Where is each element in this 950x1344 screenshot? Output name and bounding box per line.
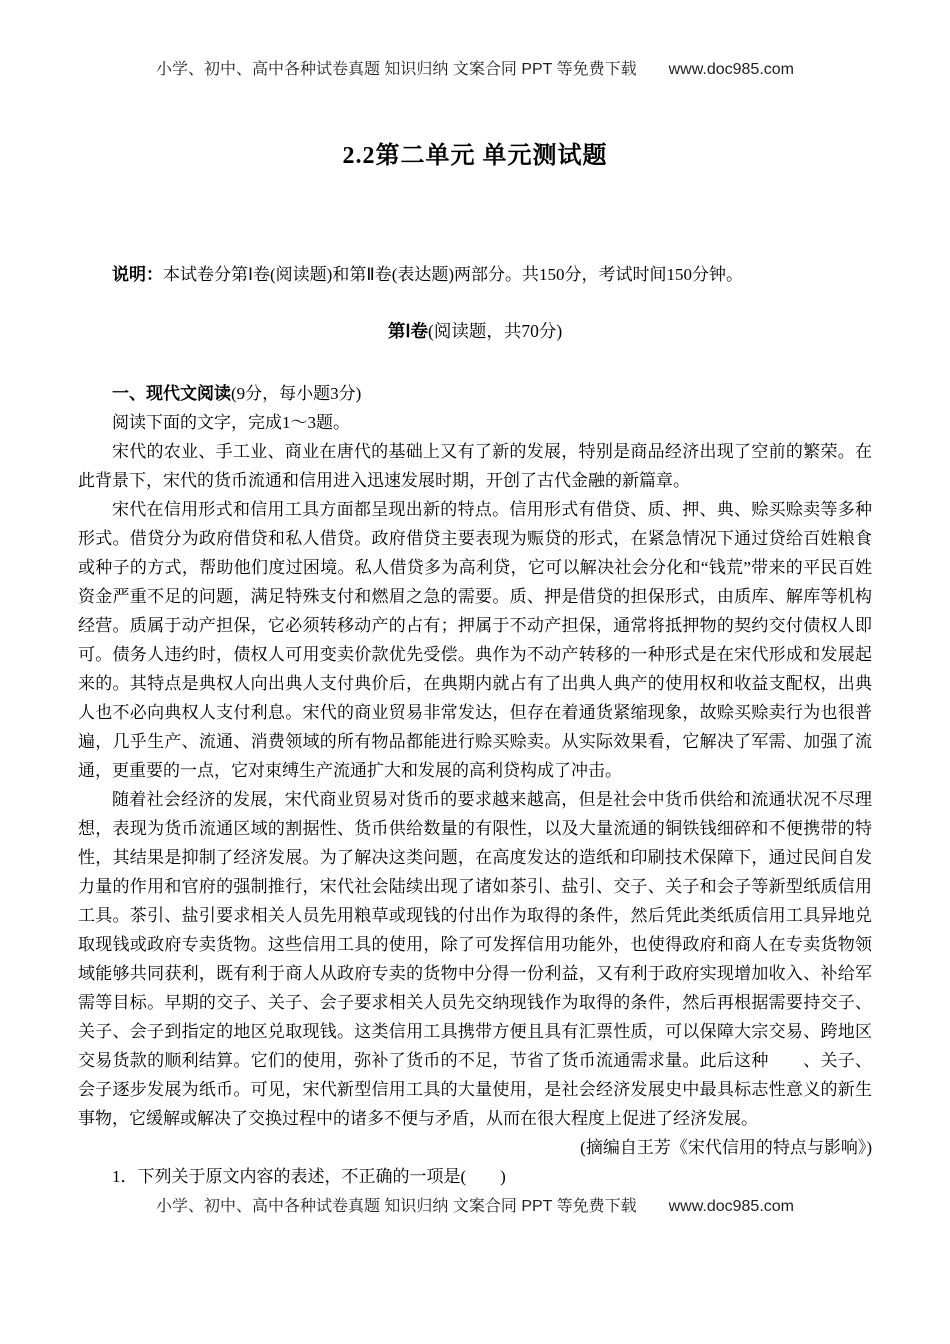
instructions-text: 本试卷分第Ⅰ卷(阅读题)和第Ⅱ卷(表达题)两部分。共150分，考试时间150分钟。 [163, 265, 744, 284]
reading-intro: 阅读下面的文字，完成1～3题。 [112, 413, 350, 432]
document-body [78, 379, 872, 1191]
passage-paragraph-1: 宋代的农业、手工业、商业在唐代的基础上又有了新的发展，特别是商品经济出现了空前的繁荣。在此背景下，宋代的货币流通和信用进入迅速发展时期，开创了古代金融的新篇章。 [78, 442, 872, 490]
exam-instructions [78, 260, 872, 289]
passage-paragraph-3: 随着社会经济的发展，宋代商业贸易对货币的要求越来越高，但是社会中货币供给和流通状况不尽理想，表现为货币流通区域的割据性、货币供给数量的有限性，以及大量流通的铜铁钱细碎和不便携带的特性，其结果是抑制了经济发展。为了解决这类问题，在高度发达的造纸和印刷技术保障下，通过民间自发力量的作用和官府的强制推行，宋代社会陆续出现了诸如茶引、盐引、交子、关子和会子等新型纸质信用工具。茶引、盐引要求相关人员先用粮草或现钱的付出作为取得的条件，然后凭此类纸质信用工具异地兑取现钱或政府专卖货物。这些信用工具的使用，除了可发挥信用功能外，也使得政府和商人在专卖货物领域能够共同获利，既有利于商人从政府专卖的货物中分得一份利益，又有利于政府实现增加收入、补给军需等目标。早期的交子、关子、会子要求相关人员先交纳现钱作为取得的条件，然后再根据需要持交子、关子、会子到指定的地区兑取现钱。这类信用工具携带方便且具有汇票性质，可以保障大宗交易、跨地区交易货款的顺利结算。它们的使用，弥补了货币的不足，节省了货币流通需求量。此后这种 、关子、会子逐步发展为纸币。可见，宋代新型信用工具的大量使用，是社会经济发展史中最具标志性意义的新生事物，它缓解或解决了交换过程中的诸多不便与矛盾，从而在很大程度上促进了经济发展。 [78, 790, 872, 1128]
volume-1-label: 第Ⅰ卷 [387, 321, 428, 341]
volume-1-heading [78, 317, 872, 346]
section-1-score: (9分，每小题3分) [231, 384, 362, 403]
document-title: 2.2第二单元 单元测试题 [342, 143, 608, 169]
section-1-heading [78, 379, 872, 408]
passage-paragraph-2: 宋代在信用形式和信用工具方面都呈现出新的特点。信用形式有借贷、质、押、典、赊买赊卖等多种形式。借贷分为政府借贷和私人借贷。政府借贷主要表现为赈贷的形式，在紧急情况下通过贷给百姓粮食或种子的方式，帮助他们度过困境。私人借贷多为高利贷，它可以解决社会分化和“钱荒”带来的平民百姓资金严重不足的问题，满足特殊支付和燃眉之急的需要。质、押是借贷的担保形式，由质库、解库等机构经营。质属于动产担保，它必须转移动产的占有；押属于不动产担保，通常将抵押物的契约交付债权人即可。债务人违约时，债权人可用变卖价款优先受偿。典作为不动产转移的一种形式是在宋代形成和发展起来的。其特点是典权人向出典人支付典价后，在典期内就占有了出典人典产的使用权和收益支配权，出典人也不必向典权人支付利息。宋代的商业贸易非常发达，但存在着通货紧缩现象，故赊买赊卖行为也很普遍，几乎生产、流通、消费领域的所有物品都能进行赊买赊卖。从实际效果看，它解决了军需、加强了流通，更重要的一点，它对束缚生产流通扩大和发展的高利贷构成了冲击。 [78, 500, 872, 780]
passage-attribution: (摘编自王芳《宋代信用的特点与影响》) [580, 1138, 872, 1157]
watermark-header: 小学、初中、高中各种试卷真题 知识归纳 文案合同 PPT 等免费下载 www.doc985.com [155, 61, 794, 78]
section-1-label: 一、现代文阅读 [112, 384, 231, 403]
watermark-footer: 小学、初中、高中各种试卷真题 知识归纳 文案合同 PPT 等免费下载 www.doc985.com [155, 1198, 794, 1215]
instructions-label: 说明： [112, 265, 163, 284]
volume-1-subtitle: (阅读题，共70分) [428, 321, 563, 341]
question-1: 1．下列关于原文内容的表述，不正确的一项是( ) [112, 1167, 506, 1186]
